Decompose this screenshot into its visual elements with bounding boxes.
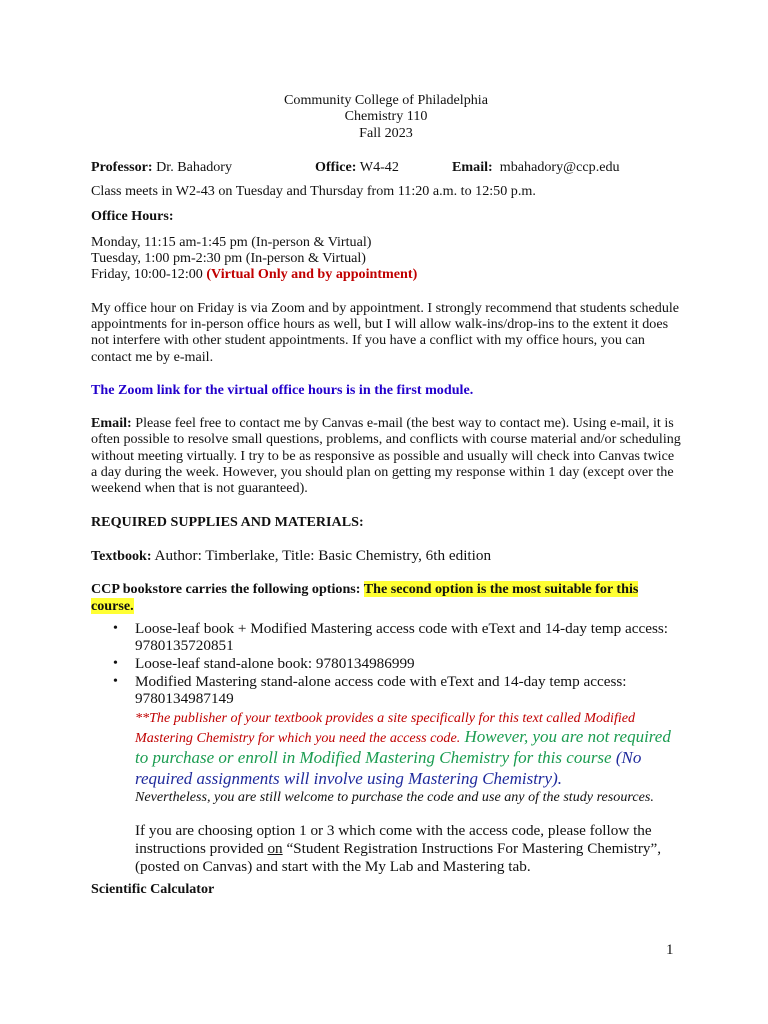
calculator-heading: Scientific Calculator — [91, 881, 215, 898]
option-item: • Loose-leaf stand-alone book: 9780134986999 — [135, 655, 681, 673]
bookstore-options — [91, 620, 681, 708]
zoom-link-note: The Zoom link for the virtual office hours is in the first module. — [91, 381, 474, 398]
office-hours-heading: Office Hours: — [91, 208, 174, 225]
textbook-label: Textbook: — [91, 547, 152, 564]
email-section-text: Please feel free to contact me by Canvas e-mail (the best way to contact me). Using e-mail, it is often possible to resolve small questions, problems, and conflicts with course material and/or scheduling without meeting virtually. I try to be as responsive as possible and usually will check into Canvas twice a day during the week. However, you should plan on getting my response within 1 day (except over the weekend when that is not guaranteed). — [91, 415, 681, 497]
contact-row — [91, 159, 681, 175]
term: Fall 2023 — [359, 124, 413, 141]
friday-hours: Friday, 10:00-12:00 — [91, 266, 207, 283]
bookstore-intro: CCP bookstore carries the following options: — [91, 581, 364, 598]
publisher-note-black: Nevertheless, you are still welcome to purchase the code and use any of the study resources. — [135, 789, 654, 806]
supplies-heading: REQUIRED SUPPLIES AND MATERIALS: — [91, 513, 364, 530]
bookstore-line — [91, 581, 681, 614]
office-hours-list — [91, 234, 681, 283]
office-hours-monday: Monday, 11:15 am-1:45 pm (In-person & Virtual) — [91, 233, 372, 250]
office-value: W4-42 — [359, 158, 399, 175]
office-hours-friday — [91, 266, 681, 282]
page-number: 1 — [666, 942, 674, 958]
friday-note: (Virtual Only and by appointment) — [206, 266, 418, 283]
textbook-line — [91, 548, 681, 564]
publisher-note-text — [135, 710, 681, 789]
course-name: Chemistry 110 — [344, 108, 428, 125]
publisher-note — [135, 710, 681, 875]
publisher-note-green: However, you are not required to purchase or enroll in Modified Mastering Chemistry for this course — [135, 727, 671, 768]
textbook-value: Author: Timberlake, Title: Basic Chemistry, 6th edition — [151, 546, 492, 564]
class-meets: Class meets in W2-43 on Tuesday and Thursday from 11:20 a.m. to 12:50 p.m. — [91, 183, 536, 200]
publisher-note-blue: (No required assignments will involve using Mastering Chemistry). — [135, 748, 642, 789]
instructions-underlined: on — [267, 839, 283, 857]
office-hours-paragraph: My office hour on Friday is via Zoom and by appointment. I strongly recommend that students schedule appointments for in-person office hours as well, but I will allow walk-ins/drop-ins to the extent it does not interfere with other student appointments. If you have a conflict with my office hours, you can contact me by e-mail. — [91, 299, 680, 365]
email-label: Email: — [452, 158, 493, 175]
office-hours-tuesday: Tuesday, 1:00 pm-2:30 pm (In-person & Virtual) — [91, 250, 366, 267]
option-instructions — [135, 822, 681, 875]
instructions-before: If you are choosing option 1 or 3 which come with the access code, please follow the instructions provided — [135, 822, 652, 857]
document-header — [91, 92, 681, 141]
publisher-note-red: **The publisher of your textbook provides a site specifically for this text called Modified Mastering Chemistry for which you need the access code. — [135, 709, 636, 747]
syllabus-content — [91, 92, 681, 897]
professor-info — [91, 159, 315, 175]
email-info — [452, 159, 620, 175]
email-paragraph — [91, 415, 681, 496]
instructions-after: “Student Registration Instructions For Mastering Chemistry”, (posted on Canvas) and start with the My Lab and Mastering tab. — [135, 839, 662, 875]
bookstore-highlight: The second option is the most suitable for this course. — [91, 581, 639, 614]
professor-name: Dr. Bahadory — [156, 158, 233, 175]
professor-label: Professor: — [91, 158, 153, 175]
college-name: Community College of Philadelphia — [284, 92, 488, 108]
option-item: • Loose-leaf book + Modified Mastering access code with eText and 14-day temp access: 9780135720851 — [135, 620, 681, 655]
office-label: Office: — [315, 158, 357, 175]
email-address: mbahadory@ccp.edu — [499, 158, 620, 175]
email-section-label: Email: — [91, 415, 132, 432]
option-item: • Modified Mastering stand-alone access code with eText and 14-day temp access: 9780134987149 — [135, 673, 681, 708]
office-info — [315, 159, 452, 175]
